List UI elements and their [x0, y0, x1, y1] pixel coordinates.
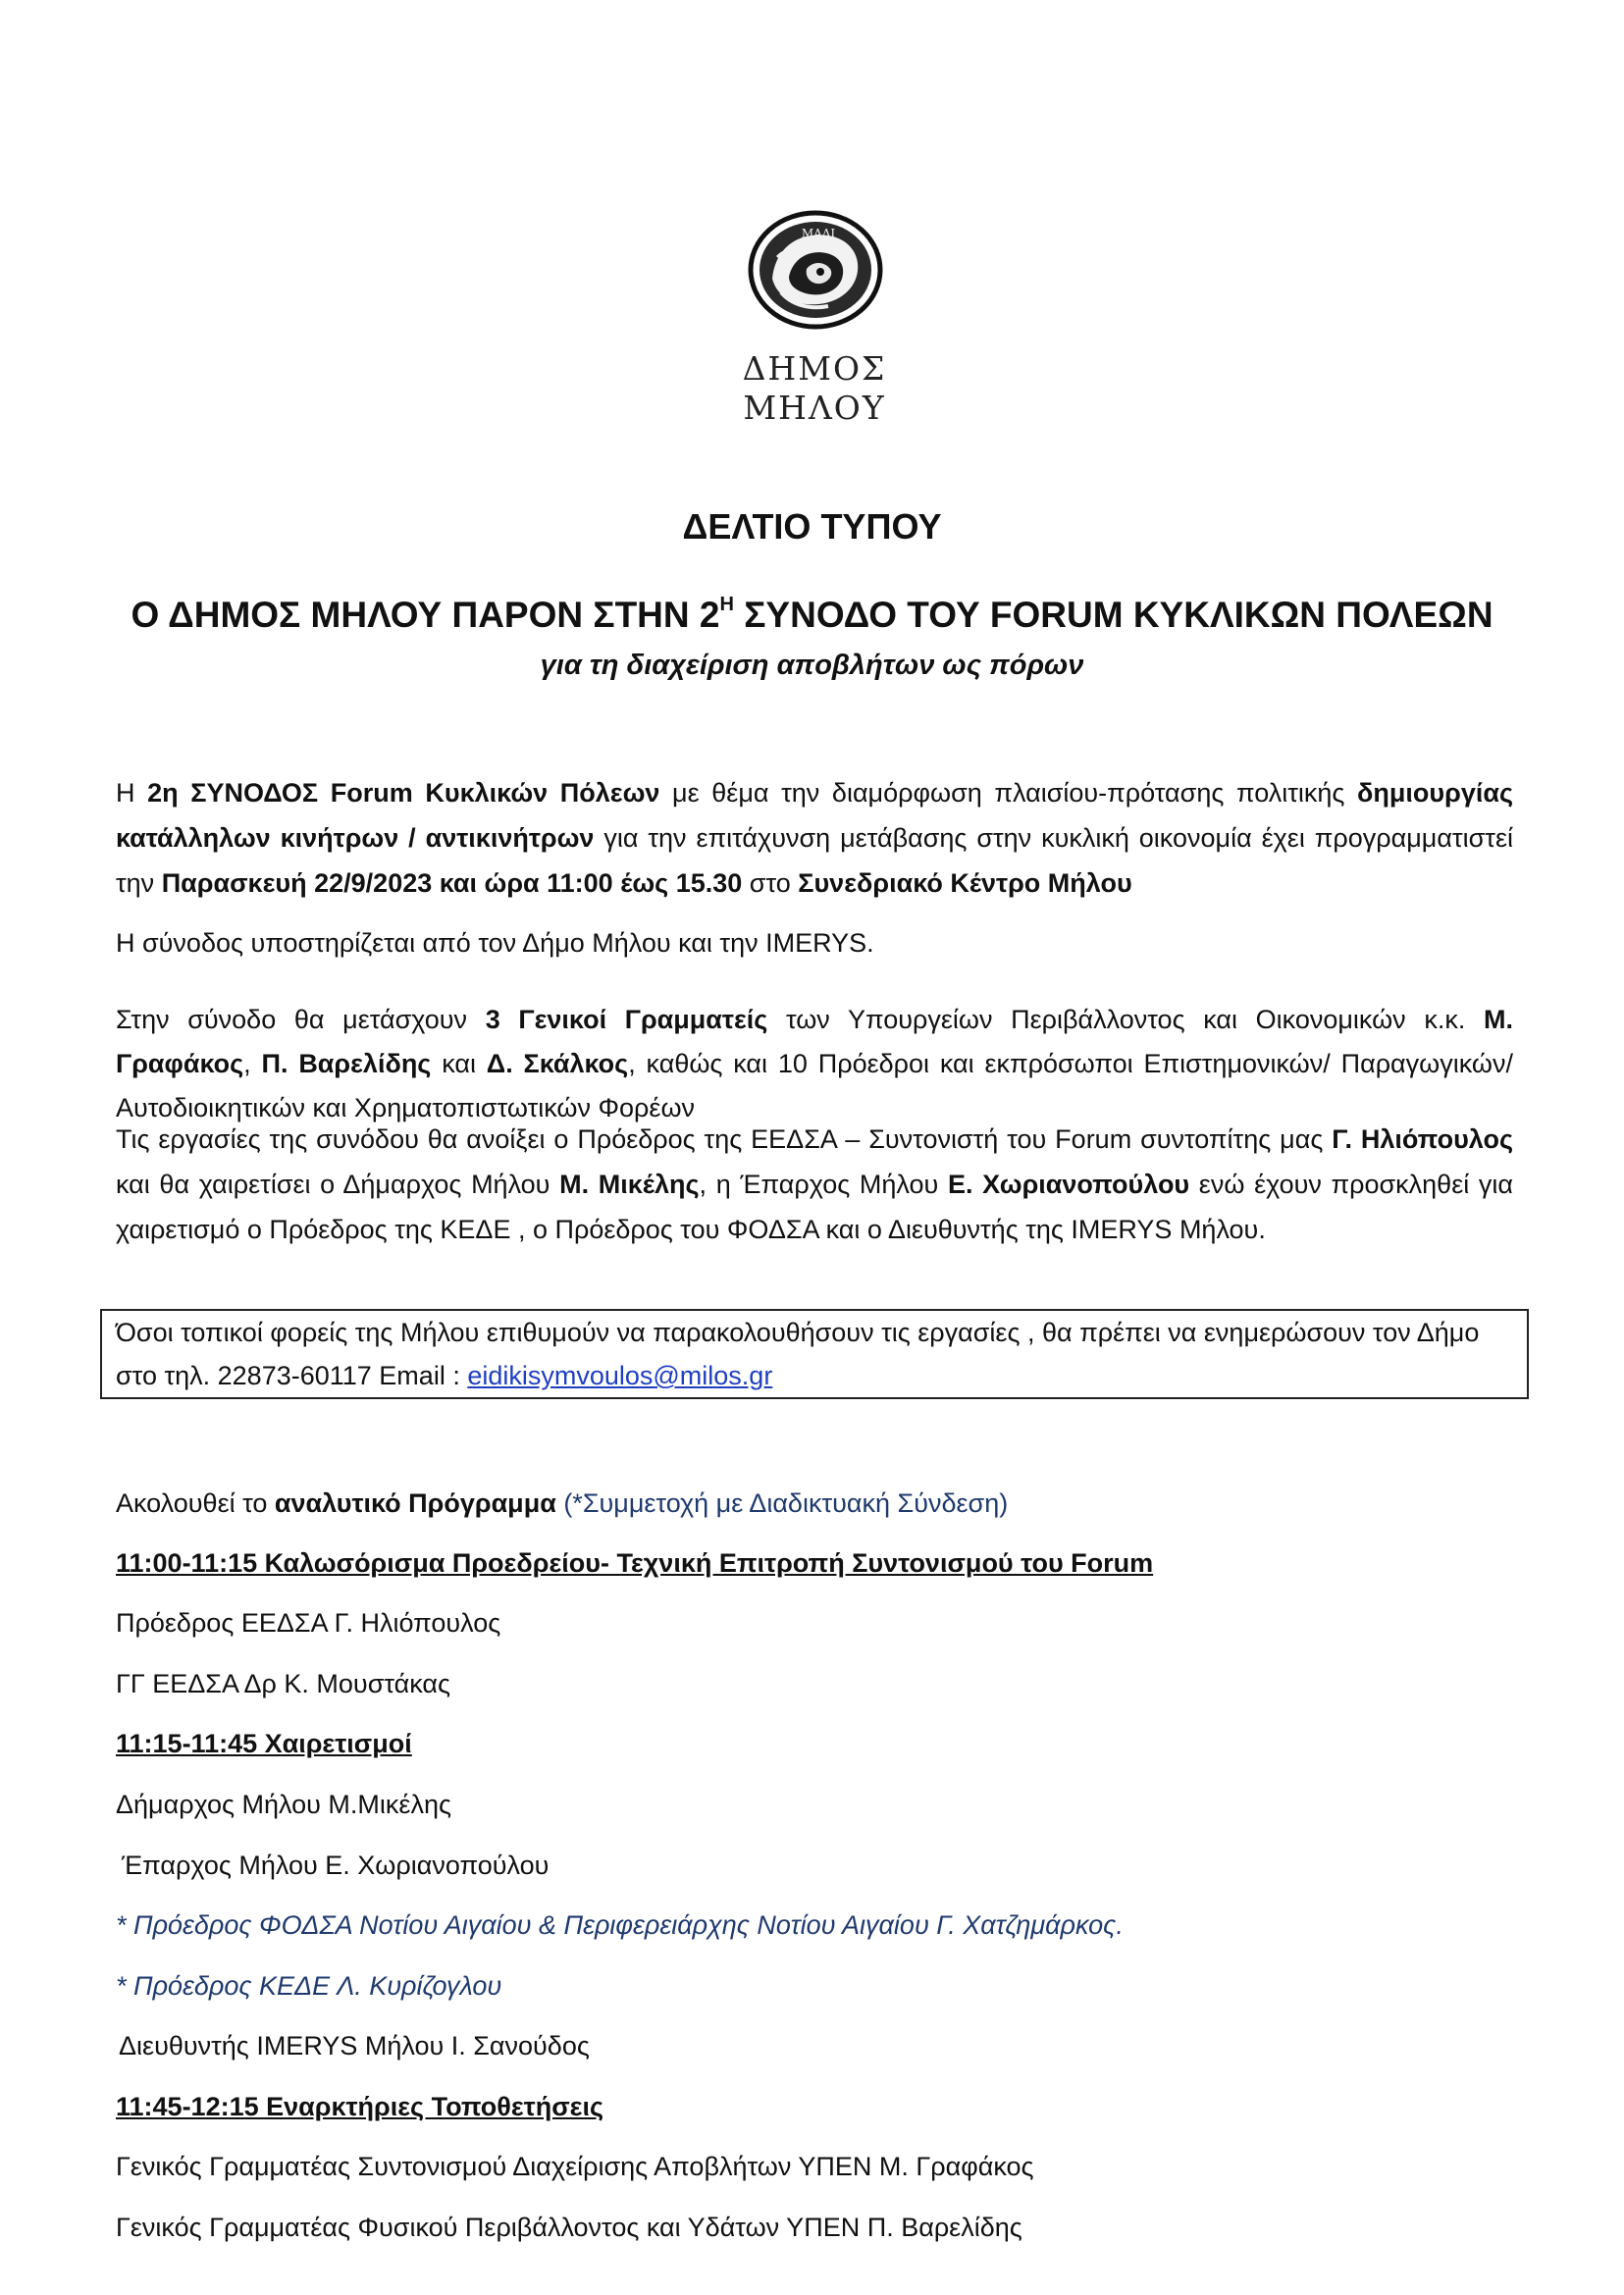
bold-run: Γ. Ηλιόπουλος	[1332, 1124, 1514, 1154]
bold-run: Συνεδριακό Κέντρο Μήλου	[798, 868, 1132, 898]
agenda-heading: 11:00-11:15 Καλωσόρισμα Προεδρείου- Τεχνική Επιτροπή Συντονισμού του Forum	[116, 1548, 1154, 1578]
text-run: Η	[116, 778, 148, 808]
agenda-item: Διευθυντής IMERYS Μήλου Ι. Σανούδος	[119, 2031, 590, 2060]
program-intro	[116, 1481, 1513, 1526]
text-run: Στην σύνοδο θα μετάσχουν	[116, 1005, 486, 1034]
contact-box	[100, 1309, 1529, 1399]
text-run: και θα χαιρετίσει ο Δήμαρχος Μήλου	[116, 1170, 560, 1199]
agenda-heading: 11:45-12:15 Εναρκτήριες Τοποθετήσεις	[116, 2092, 604, 2121]
agenda-item: Έπαρχος Μήλου Ε. Χωριανοπούλου	[122, 1851, 550, 1880]
text-run: ενώ έχουν προσκληθεί για χαιρετισμό ο Πρόεδρος της ΚΕΔΕ , ο Πρόεδρος του ΦΟΔΣΑ και ο Διευθυντής της IMERYS Μήλου.	[116, 1170, 1514, 1244]
text-run: Τις εργασίες της συνόδου θα ανοίξει ο Πρόεδρος της ΕΕΔΣΑ – Συντονιστή του Forum συντοπίτης μας	[116, 1124, 1333, 1154]
text-run: , καθώς και 10 Πρόεδροι και εκπρόσωποι Επιστημονικών/ Παραγωγικών/Αυτοδιοικητικών και Χρηματοπιστωτικών Φορέων	[116, 1049, 1513, 1122]
title-superscript: Η	[719, 593, 734, 615]
bold-run: 3 Γενικοί Γραμματείς	[485, 1005, 768, 1034]
text-run: και	[431, 1049, 487, 1078]
text-run: στο	[742, 868, 799, 898]
paragraph-opening	[116, 1117, 1513, 1252]
paragraph-intro	[116, 770, 1513, 906]
svg-text:ΜΑΛΙ: ΜΑΛΙ	[801, 227, 836, 240]
agenda-heading: 11:15-11:45 Χαιρετισμοί	[116, 1729, 412, 1758]
bold-run: δημιουργίας κατάλληλων κινήτρων / αντικινήτρων	[116, 778, 1514, 853]
text-run: με θέμα την διαμόρφωση πλαισίου-πρότασης πολιτικής	[659, 778, 1358, 808]
contact-message: Όσοι τοπικοί φορείς της Μήλου επιθυμούν να παρακολουθήσουν τις εργασίες , θα πρέπει να ενημερώσουν τον Δήμο στο τηλ. 22873-60117 Email :	[116, 1318, 1480, 1390]
bold-run: Π. Βαρελίδης	[261, 1049, 432, 1078]
agenda-item: Γενικός Γραμματέας Συντονισμού Διαχείρισης Αποβλήτων ΥΠΕΝ Μ. Γραφάκος	[116, 2152, 1034, 2181]
text-run: ,	[243, 1049, 262, 1078]
logo-text-milou: ΜΗΛΟΥ	[743, 389, 886, 427]
paragraph-participants	[116, 998, 1513, 1130]
paragraph-support: Η σύνοδος υποστηρίζεται από τον Δήμο Μήλου και την IMERYS.	[116, 928, 874, 958]
agenda-item-online: * Πρόεδρος ΦΟΔΣΑ Νοτίου Αιγαίου & Περιφερειάρχης Νοτίου Αιγαίου Γ. Χατζημάρκος.	[116, 1910, 1124, 1940]
bold-run: Μ. Μικέλης	[559, 1170, 700, 1199]
text-run: Ακολουθεί το	[116, 1488, 275, 1518]
email-link[interactable]: eidikisymvoulos@milos.gr	[467, 1361, 773, 1390]
municipality-seal-logo	[738, 208, 893, 336]
bold-run: Μ. Γραφάκος	[116, 1005, 1513, 1078]
document-subtitle: για τη διαχείριση αποβλήτων ως πόρων	[540, 650, 1084, 681]
press-release-heading: ΔΕΛΤΙΟ ΤΥΠΟΥ	[682, 506, 942, 547]
agenda-item: Γενικός Γραμματέας Φυσικού Περιβάλλοντος και Υδάτων ΥΠΕΝ Π. Βαρελίδης	[116, 2213, 1022, 2242]
bold-run: Παρασκευή 22/9/2023 και ώρα 11:00 έως 15.30	[161, 868, 743, 898]
agenda-item: Πρόεδρος ΕΕΔΣΑ Γ. Ηλιόπουλος	[116, 1608, 501, 1638]
contact-text	[116, 1311, 1515, 1397]
title-part-b: ΣΥΝΟΔΟ ΤΟΥ FORUM ΚΥΚΛΙΚΩΝ ΠΟΛΕΩΝ	[733, 595, 1493, 635]
logo-text-dimos: ΔΗΜΟΣ	[742, 349, 887, 388]
text-run: για την επιτάχυνση μετάβασης στην κυκλική οικονομία έχει προγραμματιστεί την	[116, 823, 1513, 898]
document-title	[0, 595, 1624, 636]
agenda-item: Δήμαρχος Μήλου Μ.Μικέλης	[116, 1790, 451, 1819]
agenda-item: ΓΓ ΕΕΔΣΑ Δρ Κ. Μουστάκας	[116, 1669, 451, 1698]
title-part-a: Ο ΔΗΜΟΣ ΜΗΛΟΥ ΠΑΡΟΝ ΣΤΗΝ 2	[131, 595, 720, 635]
coin-seal-icon	[738, 208, 893, 336]
bold-run: αναλυτικό Πρόγραμμα	[274, 1488, 556, 1518]
bold-run: Δ. Σκάλκος	[486, 1049, 629, 1078]
text-run: των Υπουργείων Περιβάλλοντος και Οικονομικών κ.κ.	[767, 1005, 1484, 1034]
agenda-item-online: * Πρόεδρος ΚΕΔΕ Λ. Κυρίζογλου	[116, 1971, 502, 2001]
text-run: , η Έπαρχος Μήλου	[699, 1170, 948, 1199]
program-note: (*Συμμετοχή με Διαδικτυακή Σύνδεση)	[555, 1488, 1009, 1518]
bold-run: 2η ΣΥΝΟΔΟΣ Forum Κυκλικών Πόλεων	[147, 778, 660, 808]
bold-run: Ε. Χωριανοπούλου	[947, 1170, 1190, 1199]
